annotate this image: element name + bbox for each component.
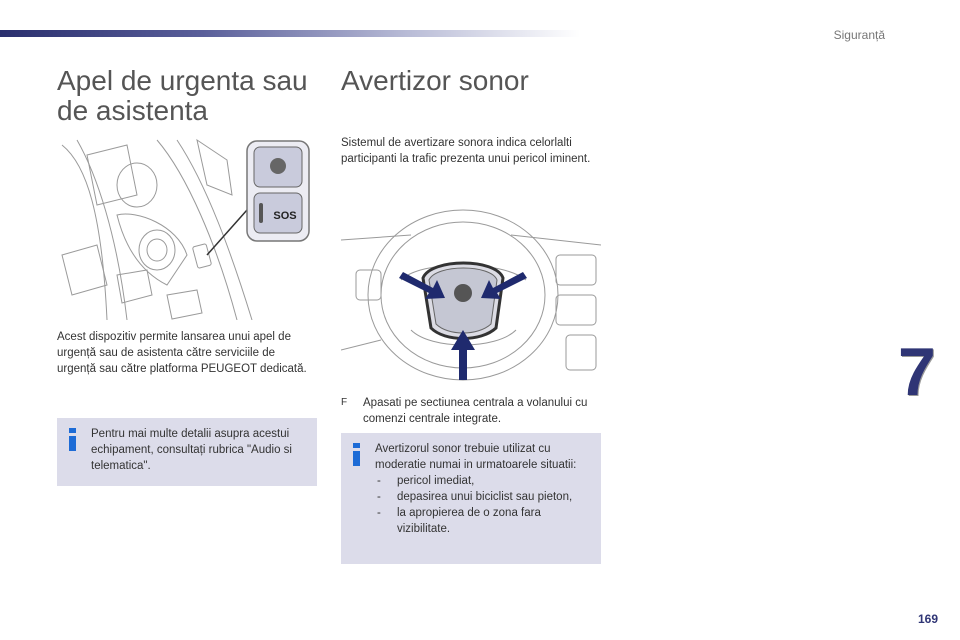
- page-number: 169: [917, 612, 938, 626]
- horn-info-text: [375, 441, 593, 537]
- list-item: - la apropierea de o zona fara vizibilitate.: [375, 505, 593, 537]
- sos-heading: Apel de urgenta sau de asistenta: [57, 65, 308, 126]
- horn-instruction-text: Apasati pe sectiunea centrala a volanului cu comenzi centrale integrate.: [363, 397, 588, 425]
- header-decorative-bar: [0, 30, 580, 37]
- chapter-number: 7: [898, 334, 936, 410]
- horn-info-intro: Avertizorul sonor trebuie utilizat cu moderatie numai in urmatoarele situatii:: [375, 443, 577, 471]
- steering-wheel-illustration: [341, 200, 601, 385]
- sos-description: Acest dispozitiv permite lansarea unui apel de urgență sau de asistenta către serviciile de urgență sau către platforma PEUGEOT dedicată.: [57, 331, 307, 375]
- horn-intro: Sistemul de avertizare sonora indica celorlalti participanti la trafic prezenta unui pericol iminent.: [341, 137, 591, 165]
- list-item: - depasirea unui biciclist sau pieton,: [375, 489, 593, 505]
- sos-console-illustration: [57, 135, 317, 320]
- section-label: Siguranță: [833, 28, 885, 42]
- sos-button-zoom: [247, 141, 309, 241]
- peugeot-logo-icon: [454, 284, 472, 302]
- horn-heading: Avertizor sonor: [341, 65, 529, 96]
- info-icon: [67, 428, 79, 452]
- list-item: - pericol imediat,: [375, 473, 593, 489]
- bullet-marker-icon: F: [341, 397, 348, 408]
- info-icon: [351, 443, 363, 467]
- sos-info-box: [57, 418, 317, 486]
- horn-pad: [423, 263, 503, 339]
- sos-info-text: Pentru mai multe detalii asupra acestui echipament, consultați rubrica "Audio si telematica".: [91, 428, 292, 472]
- horn-situations-list: [375, 473, 593, 537]
- console-line-drawing: [57, 135, 317, 320]
- steering-wheel-drawing: [341, 200, 601, 385]
- sos-label: SOS: [273, 210, 297, 222]
- horn-info-box: [341, 433, 601, 564]
